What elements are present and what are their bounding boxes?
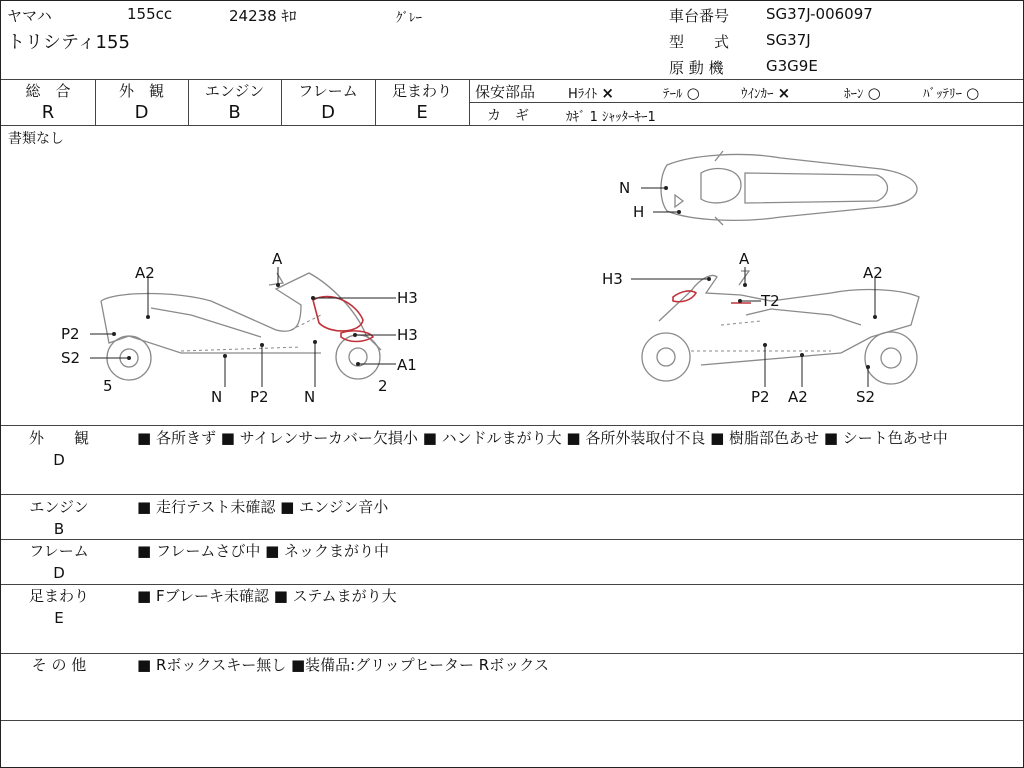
note-row: エンジン B	[29, 498, 89, 538]
type-value: SG37J	[766, 31, 811, 49]
mileage: 24238 ｷﾛ	[229, 7, 297, 25]
engine-label: 原 動 機	[669, 59, 724, 77]
overall-label: 総 合	[25, 82, 71, 100]
right-view-scooter	[642, 271, 919, 384]
exterior-grade: D	[134, 102, 149, 123]
diagram-label: A2	[863, 264, 883, 282]
exterior-label: 外 観	[118, 82, 164, 100]
documents-status: 書類なし	[8, 131, 64, 147]
chassis-value: SG37J-006097	[766, 5, 873, 23]
diagram-label: H3	[602, 270, 623, 288]
type-label: 型 式	[669, 33, 730, 51]
diagram-label: N	[211, 388, 223, 406]
note-row: そ の 他	[31, 656, 87, 674]
safety-label: 保安部品	[475, 83, 536, 101]
note-row: 足まわり E	[28, 587, 89, 627]
model-name: トリシティ155	[7, 32, 130, 53]
safety-item: ﾃｰﾙ ○	[663, 84, 700, 102]
note-text: ■ 各所きず ■ サイレンサーカバー欠損小 ■ ハンドルまがり大 ■ 各所外装取付不良 ■ 樹脂部色あせ ■ シート色あせ中	[137, 429, 948, 447]
suspension-grade-label: 足まわり	[391, 82, 452, 100]
note-row: フレーム D	[29, 542, 89, 582]
top-view-scooter	[661, 151, 917, 225]
engine-grade-label: エンジン	[204, 82, 265, 100]
suspension-grade: E	[416, 102, 428, 123]
engine-value: G3G9E	[766, 57, 818, 75]
diagram-label: 2	[378, 377, 388, 395]
note-text: ■ Fブレーキ未確認 ■ ステムまがり大	[137, 587, 397, 605]
diagram-label: A2	[788, 388, 808, 406]
damage-diagram	[1, 125, 1023, 425]
diagram-label: 5	[103, 377, 113, 395]
key-value: ｶｷﾞ 1 ｼｬｯﾀｰｷｰ1	[566, 110, 656, 125]
diagram-label: P2	[61, 325, 80, 343]
safety-item: Hﾗｲﾄ ×	[568, 84, 614, 102]
diagram-label: H	[633, 203, 645, 221]
note-text: ■ フレームさび中 ■ ネックまがり中	[137, 542, 390, 560]
diagram-label: H3	[397, 289, 418, 307]
frame-grade-label: フレーム	[298, 82, 358, 100]
diagram-label: N	[619, 179, 631, 197]
safety-item: ｳｲﾝｶｰ ×	[741, 84, 791, 102]
diagram-label: N	[304, 388, 316, 406]
diagram-label: S2	[61, 349, 81, 367]
frame-grade: D	[321, 102, 335, 123]
maker: ヤマハ	[7, 7, 52, 25]
overall-grade: R	[41, 102, 55, 123]
displacement: 155cc	[127, 5, 173, 23]
note-text: ■ 走行テスト未確認 ■ エンジン音小	[137, 498, 389, 516]
engine-grade: B	[228, 102, 241, 123]
diagram-label: T2	[761, 292, 780, 310]
left-view-leaders	[90, 267, 396, 387]
diagram-label: P2	[250, 388, 269, 406]
diagram-label: H3	[397, 326, 418, 344]
note-row: 外 観 D	[28, 429, 89, 469]
diagram-label: A	[272, 250, 283, 268]
left-view-scooter	[101, 273, 381, 380]
safety-item: ﾊﾞｯﾃﾘｰ ○	[923, 84, 980, 102]
diagram-label: A1	[397, 356, 417, 374]
color: ｸﾞﾚｰ	[396, 11, 422, 26]
diagram-label: P2	[751, 388, 770, 406]
chassis-label: 車台番号	[669, 7, 730, 25]
diagram-label: A	[739, 250, 750, 268]
key-label: カ ギ	[487, 108, 529, 124]
diagram-label: S2	[856, 388, 876, 406]
diagram-label: A2	[135, 264, 155, 282]
right-view-leaders	[631, 267, 877, 387]
note-text: ■ Rボックスキー無し ■装備品:グリップヒーター Rボックス	[137, 656, 550, 674]
safety-item: ﾎｰﾝ ○	[844, 84, 881, 102]
